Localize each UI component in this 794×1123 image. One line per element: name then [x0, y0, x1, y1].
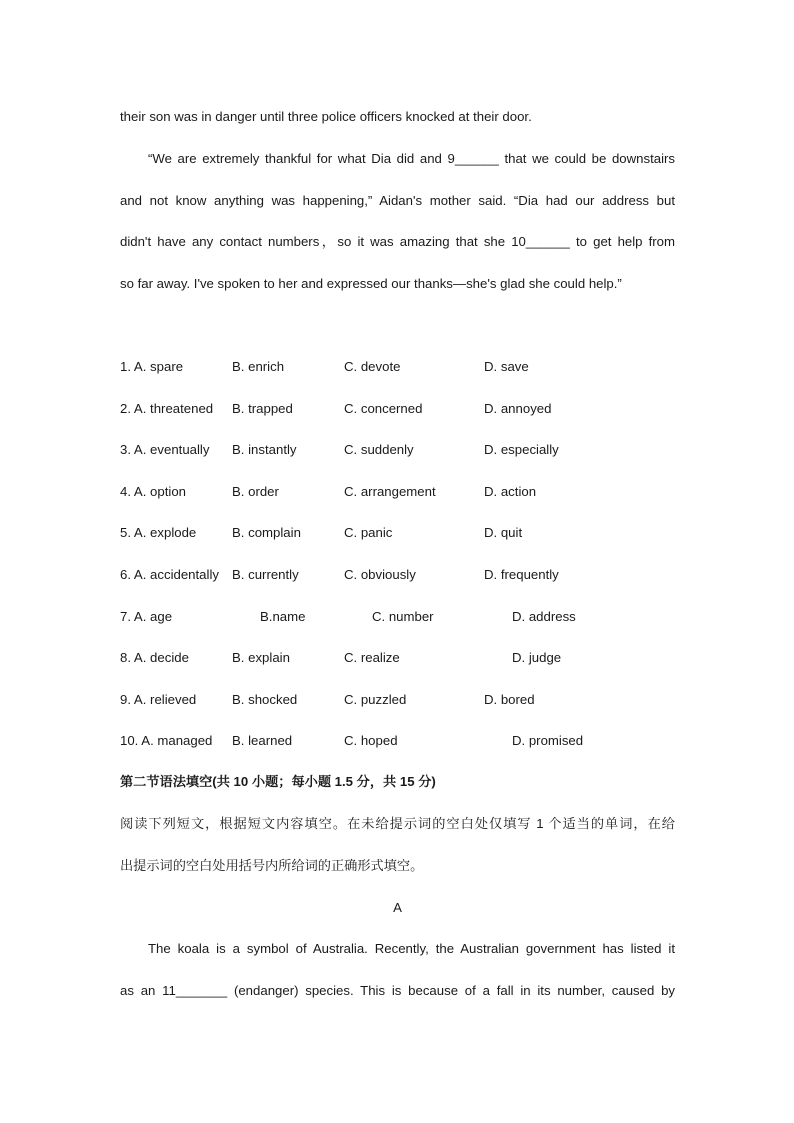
option-c: C. puzzled: [344, 692, 407, 707]
option-b: B. trapped: [232, 401, 293, 416]
option-d: D. promised: [512, 733, 584, 748]
option-b: B. explain: [232, 650, 290, 665]
option-c: C. hoped: [344, 733, 398, 748]
option-b: B. shocked: [232, 692, 298, 707]
option-a: 1. A. spare: [120, 359, 184, 374]
option-d: D. quit: [484, 525, 523, 540]
option-b: B. complain: [232, 525, 301, 540]
option-row-7: [120, 609, 720, 625]
section-heading: 第二节语法填空(共 10 小题；每小题 1.5 分，共 15 分): [120, 774, 436, 789]
option-c: C. devote: [344, 359, 401, 374]
option-row-5: [120, 525, 720, 541]
option-b: B. currently: [232, 567, 299, 582]
option-d: D. save: [484, 359, 529, 374]
section-label: A: [393, 900, 402, 915]
option-a: 8. A. decide: [120, 650, 189, 665]
passage-line-4: didn't have any contact numbers，so it was amazing that she 10______ to get help from: [120, 234, 675, 249]
passage-line-3: and not know anything was happening,” Aidan's mother said. “Dia had our address but: [120, 193, 675, 208]
option-row-1: [120, 359, 720, 375]
option-b: B. learned: [232, 733, 293, 748]
koala-passage-line-1: The koala is a symbol of Australia. Recently, the Australian government has listed it: [148, 941, 675, 956]
passage-line-2: “We are extremely thankful for what Dia did and 9______ that we could be downstairs: [148, 151, 675, 166]
option-d: D. action: [484, 484, 537, 499]
option-c: C. panic: [344, 525, 393, 540]
instruction-line-1: 阅读下列短文，根据短文内容填空。在未给提示词的空白处仅填写 1 个适当的单词，在给: [120, 816, 675, 831]
option-d: D. especially: [484, 442, 559, 457]
option-row-4: [120, 484, 720, 500]
option-a: 3. A. eventually: [120, 442, 210, 457]
option-row-2: [120, 401, 720, 417]
option-a: 7. A. age: [120, 609, 173, 624]
option-d: D. annoyed: [484, 401, 552, 416]
option-row-9: [120, 692, 720, 708]
option-b: B.name: [260, 609, 306, 624]
option-c: C. arrangement: [344, 484, 436, 499]
option-row-10: [120, 733, 720, 749]
option-b: B. enrich: [232, 359, 285, 374]
option-c: C. concerned: [344, 401, 423, 416]
option-d: D. bored: [484, 692, 535, 707]
option-b: B. order: [232, 484, 279, 499]
option-b: B. instantly: [232, 442, 297, 457]
option-row-6: [120, 567, 720, 583]
option-row-3: [120, 442, 720, 458]
option-a: 4. A. option: [120, 484, 186, 499]
option-a: 5. A. explode: [120, 525, 197, 540]
option-d: D. address: [512, 609, 576, 624]
passage-line-1: their son was in danger until three police officers knocked at their door.: [120, 109, 532, 124]
option-d: D. judge: [512, 650, 562, 665]
option-c: C. obviously: [344, 567, 416, 582]
option-a: 10. A. managed: [120, 733, 213, 748]
option-c: C. suddenly: [344, 442, 414, 457]
instruction-line-2: 出提示词的空白处用括号内所给词的正确形式填空。: [120, 858, 424, 873]
option-c: C. realize: [344, 650, 400, 665]
option-c: C. number: [372, 609, 434, 624]
koala-passage-line-2: as an 11_______ (endanger) species. This is because of a fall in its number, caused by: [120, 983, 675, 998]
option-a: 9. A. relieved: [120, 692, 197, 707]
option-row-8: [120, 650, 720, 666]
option-a: 2. A. threatened: [120, 401, 214, 416]
option-d: D. frequently: [484, 567, 559, 582]
passage-line-5: so far away. I've spoken to her and expressed our thanks—she's glad she could help.”: [120, 276, 622, 291]
option-a: 6. A. accidentally: [120, 567, 219, 582]
